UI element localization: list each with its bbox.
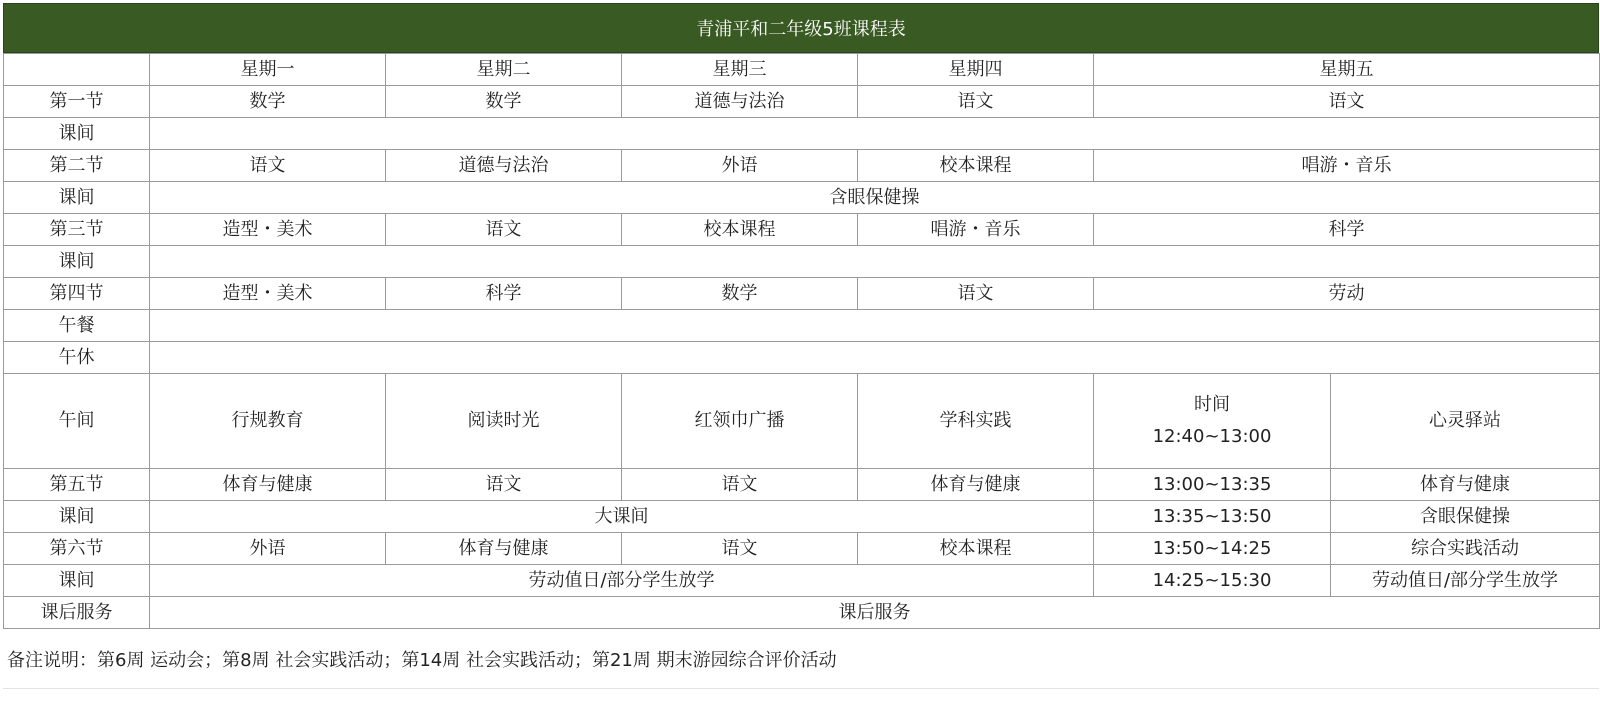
merged-cell <box>150 246 1600 278</box>
row-label: 课后服务 <box>4 597 150 629</box>
header-tuesday: 星期二 <box>386 54 622 86</box>
time-range: 13:35~13:50 <box>1094 501 1331 533</box>
cell: 学科实践 <box>858 374 1094 469</box>
table-row <box>4 278 1600 310</box>
table-row <box>4 374 1600 469</box>
row-label: 午休 <box>4 342 150 374</box>
friday-cell: 综合实践活动 <box>1331 533 1600 565</box>
header-corner <box>4 54 150 86</box>
row-label: 第六节 <box>4 533 150 565</box>
merged-cell <box>150 342 1600 374</box>
row-label: 第五节 <box>4 469 150 501</box>
cell: 语文 <box>858 278 1094 310</box>
cell: 语文 <box>386 214 622 246</box>
cell: 道德与法治 <box>386 150 622 182</box>
cell: 数学 <box>150 86 386 118</box>
cell: 数学 <box>386 86 622 118</box>
cell: 语文 <box>386 469 622 501</box>
schedule-title: 青浦平和二年级5班课程表 <box>3 3 1599 53</box>
cell: 外语 <box>150 533 386 565</box>
row-label: 课间 <box>4 246 150 278</box>
schedule-sheet <box>3 3 1599 689</box>
merged-cell <box>150 118 1600 150</box>
header-friday: 星期五 <box>1094 54 1600 86</box>
cell: 体育与健康 <box>150 469 386 501</box>
header-thursday: 星期四 <box>858 54 1094 86</box>
time-header: 时间 <box>1194 394 1230 415</box>
cell: 红领巾广播 <box>622 374 858 469</box>
table-row <box>4 501 1600 533</box>
row-label: 午间 <box>4 374 150 469</box>
time-range: 13:50~14:25 <box>1094 533 1331 565</box>
table-row <box>4 597 1600 629</box>
time-range: 13:00~13:35 <box>1094 469 1331 501</box>
row-label: 课间 <box>4 182 150 214</box>
time-cell <box>1094 374 1331 469</box>
time-range: 14:25~15:30 <box>1094 565 1331 597</box>
row-label: 第二节 <box>4 150 150 182</box>
header-wednesday: 星期三 <box>622 54 858 86</box>
cell: 行规教育 <box>150 374 386 469</box>
schedule-table <box>3 53 1600 629</box>
table-row <box>4 86 1600 118</box>
cell: 科学 <box>386 278 622 310</box>
time-range: 12:40~13:00 <box>1152 426 1272 447</box>
cell: 校本课程 <box>622 214 858 246</box>
cell: 体育与健康 <box>386 533 622 565</box>
table-row <box>4 150 1600 182</box>
friday-cell: 劳动值日/部分学生放学 <box>1331 565 1600 597</box>
cell: 数学 <box>622 278 858 310</box>
friday-cell: 含眼保健操 <box>1331 501 1600 533</box>
cell: 语文 <box>622 469 858 501</box>
table-row <box>4 533 1600 565</box>
row-label: 第三节 <box>4 214 150 246</box>
table-row <box>4 342 1600 374</box>
cell: 语文 <box>858 86 1094 118</box>
remarks-note: 备注说明：第6周 运动会；第8周 社会实践活动；第14周 社会实践活动；第21周 期末游园综合评价活动 <box>3 629 1599 689</box>
row-label: 第四节 <box>4 278 150 310</box>
cell: 道德与法治 <box>622 86 858 118</box>
header-monday: 星期一 <box>150 54 386 86</box>
table-row <box>4 214 1600 246</box>
header-row <box>4 54 1600 86</box>
merged-cell: 课后服务 <box>150 597 1600 629</box>
cell: 科学 <box>1094 214 1600 246</box>
row-label: 课间 <box>4 565 150 597</box>
friday-cell: 心灵驿站 <box>1331 374 1600 469</box>
merged-cell <box>150 310 1600 342</box>
friday-cell: 体育与健康 <box>1331 469 1600 501</box>
row-label: 课间 <box>4 118 150 150</box>
cell: 造型・美术 <box>150 214 386 246</box>
cell: 语文 <box>622 533 858 565</box>
cell: 劳动 <box>1094 278 1600 310</box>
cell: 唱游・音乐 <box>1094 150 1600 182</box>
row-label: 第一节 <box>4 86 150 118</box>
table-row <box>4 469 1600 501</box>
row-label: 课间 <box>4 501 150 533</box>
cell: 体育与健康 <box>858 469 1094 501</box>
row-label: 午餐 <box>4 310 150 342</box>
cell: 阅读时光 <box>386 374 622 469</box>
merged-cell: 含眼保健操 <box>150 182 1600 214</box>
cell: 校本课程 <box>858 533 1094 565</box>
merged-cell: 大课间 <box>150 501 1094 533</box>
table-row <box>4 182 1600 214</box>
table-row <box>4 118 1600 150</box>
cell: 造型・美术 <box>150 278 386 310</box>
table-row <box>4 310 1600 342</box>
table-row <box>4 565 1600 597</box>
merged-cell: 劳动值日/部分学生放学 <box>150 565 1094 597</box>
cell: 校本课程 <box>858 150 1094 182</box>
table-row <box>4 246 1600 278</box>
cell: 语文 <box>150 150 386 182</box>
cell: 唱游・音乐 <box>858 214 1094 246</box>
cell: 外语 <box>622 150 858 182</box>
cell: 语文 <box>1094 86 1600 118</box>
